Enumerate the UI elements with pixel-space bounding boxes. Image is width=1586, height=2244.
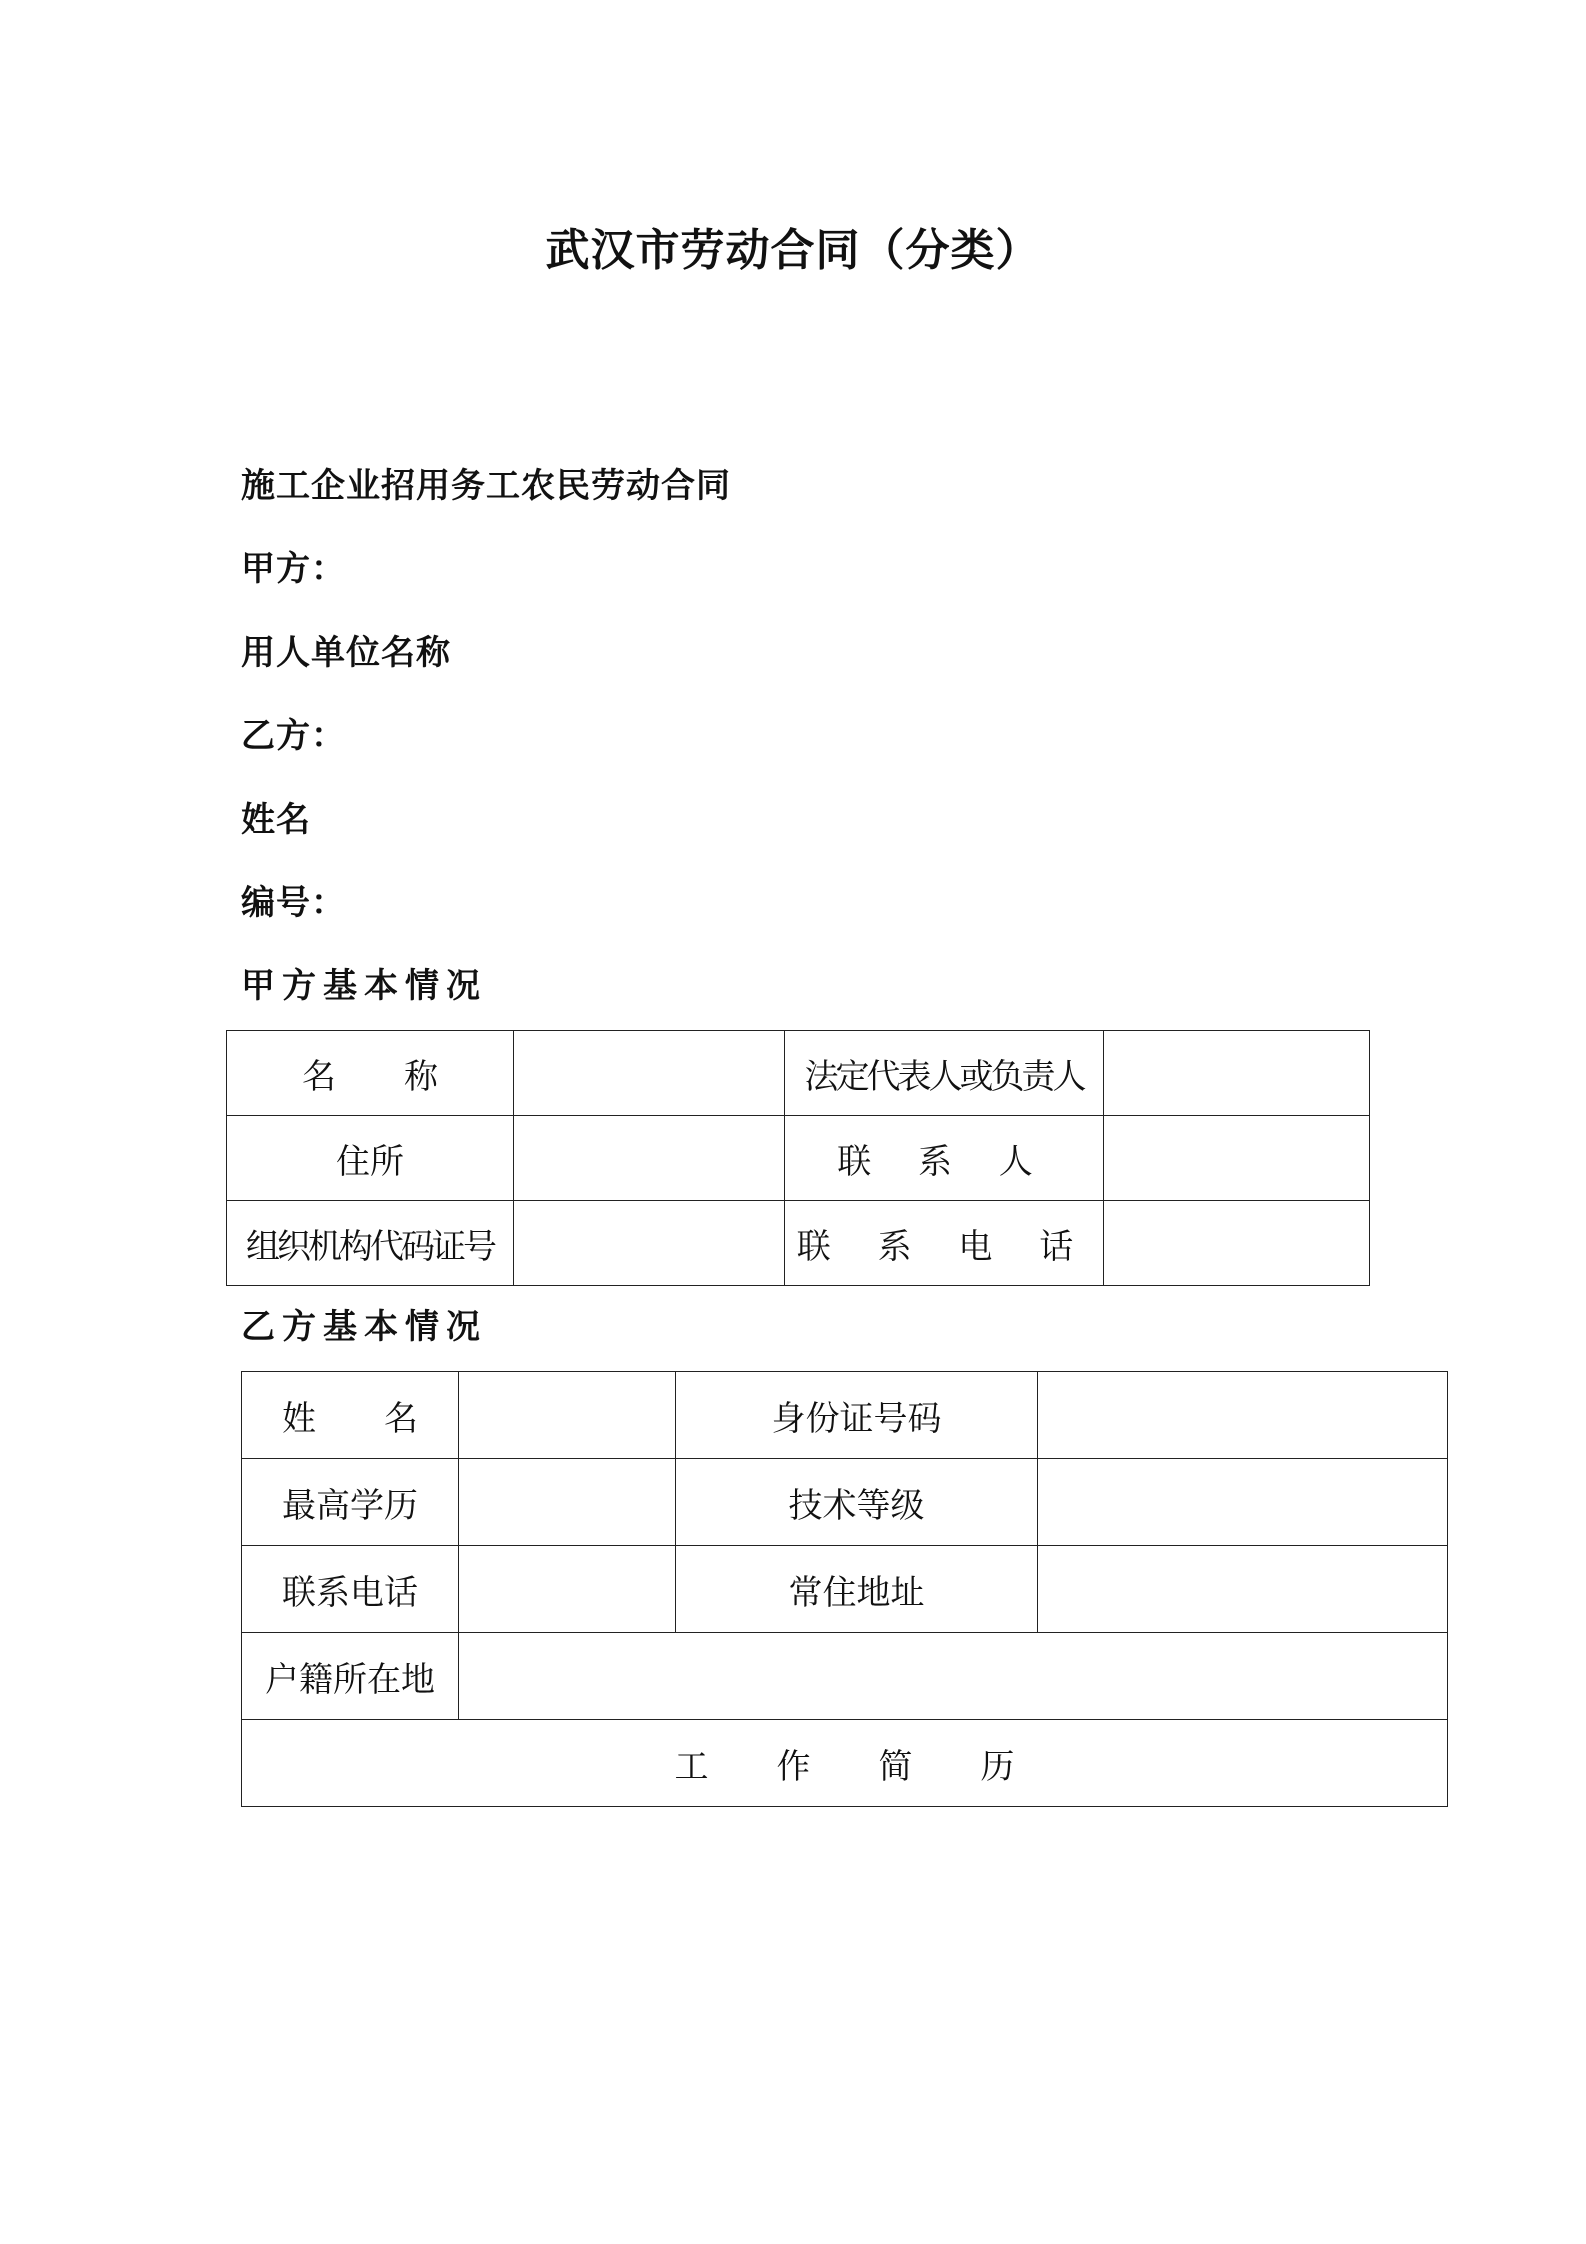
table-row bbox=[242, 1372, 1448, 1459]
party-b-label: 乙方： bbox=[241, 716, 346, 756]
party-b-name-label: 姓名 bbox=[241, 800, 311, 840]
table-row bbox=[227, 1116, 1370, 1201]
party-b-name-label-cell: 姓 名 bbox=[242, 1372, 459, 1459]
party-a-label: 甲方： bbox=[241, 549, 346, 589]
contact-person-label: 联 系 人 bbox=[785, 1116, 1104, 1201]
work-history-header: 工 作 简 历 bbox=[242, 1720, 1448, 1807]
residence-input[interactable] bbox=[1038, 1546, 1448, 1633]
education-label: 最高学历 bbox=[242, 1459, 459, 1546]
household-label: 户籍所在地 bbox=[242, 1633, 459, 1720]
table-row bbox=[227, 1031, 1370, 1116]
party-a-phone-input[interactable] bbox=[1104, 1201, 1370, 1286]
contract-subtitle: 施工企业招用务工农民劳动合同 bbox=[241, 466, 731, 506]
education-input[interactable] bbox=[459, 1459, 676, 1546]
party-a-name-label-cell: 名 称 bbox=[227, 1031, 514, 1116]
table-row bbox=[242, 1459, 1448, 1546]
table-row bbox=[242, 1633, 1448, 1720]
contact-person-input[interactable] bbox=[1104, 1116, 1370, 1201]
table-row bbox=[242, 1546, 1448, 1633]
org-code-input[interactable] bbox=[514, 1201, 785, 1286]
party-b-phone-input[interactable] bbox=[459, 1546, 676, 1633]
address-input[interactable] bbox=[514, 1116, 785, 1201]
legal-representative-input[interactable] bbox=[1104, 1031, 1370, 1116]
party-a-section-heading: 甲方基本情况 bbox=[241, 966, 487, 1006]
party-a-info-table bbox=[226, 1030, 1370, 1286]
serial-number-label: 编号： bbox=[241, 883, 346, 923]
household-input[interactable] bbox=[459, 1633, 1448, 1720]
legal-representative-label: 法定代表人或负责人 bbox=[785, 1031, 1104, 1116]
skill-level-input[interactable] bbox=[1038, 1459, 1448, 1546]
document-title: 武汉市劳动合同（分类） bbox=[545, 225, 1041, 276]
id-number-label: 身份证号码 bbox=[676, 1372, 1038, 1459]
party-b-name-input[interactable] bbox=[459, 1372, 676, 1459]
party-b-phone-label: 联系电话 bbox=[242, 1546, 459, 1633]
residence-label: 常住地址 bbox=[676, 1546, 1038, 1633]
address-label: 住所 bbox=[227, 1116, 514, 1201]
org-code-label: 组织机构代码证号 bbox=[227, 1201, 514, 1286]
table-row bbox=[227, 1201, 1370, 1286]
table-row bbox=[242, 1720, 1448, 1807]
party-a-name-label: 用人单位名称 bbox=[241, 633, 451, 673]
party-b-info-table bbox=[241, 1371, 1448, 1807]
party-b-section-heading: 乙方基本情况 bbox=[241, 1307, 487, 1347]
party-a-name-input[interactable] bbox=[514, 1031, 785, 1116]
id-number-input[interactable] bbox=[1038, 1372, 1448, 1459]
party-a-phone-label: 联 系 电 话 bbox=[785, 1201, 1104, 1286]
skill-level-label: 技术等级 bbox=[676, 1459, 1038, 1546]
